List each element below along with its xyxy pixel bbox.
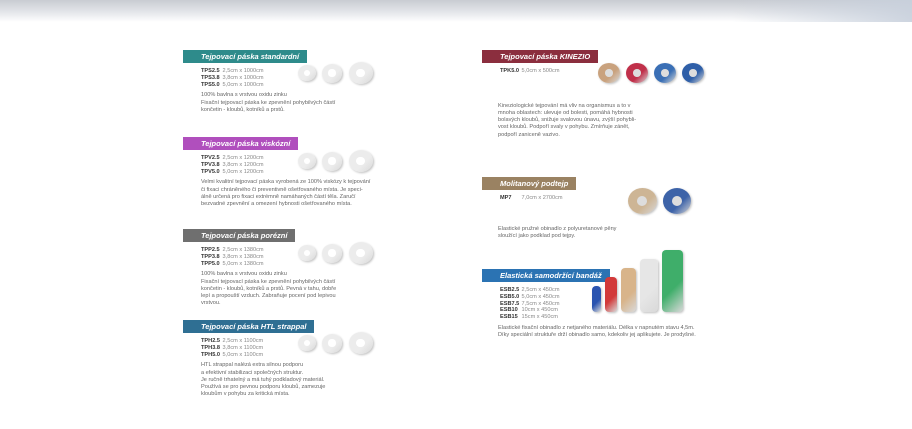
- product-description: [498, 103, 742, 139]
- tape-roll-icon: [640, 259, 658, 312]
- product-code: ESB7.5: [500, 300, 520, 307]
- description-line: Je ručně trhatelný a má tuhý podkladový materiál.: [201, 376, 325, 383]
- tape-roll-icon: [322, 334, 343, 353]
- product-size: 3,8cm x 1200cm: [221, 161, 264, 168]
- tape-roll-icon: [349, 242, 373, 264]
- tape-roll-icon: [654, 63, 676, 83]
- product-size: 2,5cm x 1100cm: [221, 338, 264, 344]
- tape-core-icon: [304, 70, 310, 76]
- description-line: Elastické fixační obinadlo z netjaného materiálu. Délka v napnutém stavu 4,5m.: [498, 324, 695, 331]
- tape-core-icon: [304, 250, 310, 256]
- product-size: 5,0cm x 1000cm: [221, 81, 264, 88]
- tape-roll-icon: [605, 277, 617, 312]
- tape-core-icon: [304, 340, 310, 346]
- product-size: 5,0cm x 1380cm: [221, 260, 264, 267]
- product-code: ESB10: [500, 307, 518, 314]
- description-line: Díky speciální struktuře drží obinadlo samo, kdekoliv jej aplikujete. Je prodyšné.: [498, 332, 696, 339]
- description-line: bezvadné zpevnění a omezení hybnosti ošetřovaného místa.: [201, 201, 352, 207]
- code-row: [201, 352, 423, 359]
- product-title: Elastická samodržící bandáž: [482, 269, 610, 282]
- product-kinezio: [482, 46, 742, 139]
- code-row: [201, 261, 423, 268]
- tape-roll-icon: [322, 152, 343, 171]
- code-row: [201, 82, 423, 89]
- description-line: vost kloubů. Podpoří svaly v pohybu. Zmírňuje zánět,: [498, 124, 630, 131]
- tape-roll-icon: [322, 64, 343, 83]
- product-size: 7,0cm x 2700cm: [520, 195, 563, 201]
- description-line: končetin - kloubů, kotníků a prstů.: [201, 106, 285, 113]
- product-size: 10cm x 450cm: [520, 307, 558, 314]
- product-foam: [482, 173, 742, 240]
- code-row: [500, 314, 782, 321]
- description-line: či fixaci chráněného či preventivně ošetřovaného místa. Je speci-: [201, 186, 363, 193]
- tape-roll-icon: [298, 245, 316, 261]
- code-list: [500, 195, 742, 202]
- product-size: 15cm x 450cm: [520, 314, 558, 321]
- code-row: [500, 195, 742, 202]
- product-code: TPH2.5: [201, 338, 220, 344]
- product-size: 2,5cm x 1380cm: [221, 247, 264, 253]
- product-code: TPP2.5: [201, 247, 220, 253]
- tape-core-icon: [637, 196, 647, 206]
- product-size: 5,0cm x 1100cm: [221, 351, 264, 358]
- product-title: Tejpovací páska HTL strappal: [183, 320, 314, 333]
- tape-core-icon: [356, 157, 364, 165]
- product-size: 3,8cm x 1380cm: [221, 253, 264, 260]
- product-code: TPS5.0: [201, 81, 220, 88]
- code-row: [500, 68, 742, 75]
- product-title: Tejpovací páska porézní: [183, 229, 295, 242]
- description-line: sloužící jako podklad pod tejpy.: [498, 233, 576, 239]
- tape-core-icon: [356, 249, 364, 257]
- description-line: 100% bavlna s vrstvou oxidu zinku: [201, 92, 287, 99]
- product-code: TPK5.0: [500, 68, 519, 74]
- product-size: 2,5cm x 1200cm: [221, 155, 264, 161]
- tape-core-icon: [356, 339, 364, 347]
- description-line: Fixační tejpovací páska ke zpevnění pohybilvých částí: [201, 278, 336, 285]
- tape-core-icon: [328, 249, 335, 256]
- product-code: TPH5.0: [201, 351, 220, 358]
- tape-roll-icon: [626, 63, 648, 83]
- tape-roll-icon: [349, 150, 373, 172]
- header-band: [0, 0, 912, 22]
- product-title: Tejpovací páska KINEZIO: [482, 50, 598, 63]
- description-line: a efektivní stabilizaci společných struktur.: [201, 369, 304, 376]
- product-htl: [183, 316, 423, 398]
- tape-core-icon: [661, 69, 669, 77]
- product-description: [498, 325, 782, 339]
- tape-roll-icon: [349, 62, 373, 84]
- product-description: [201, 271, 423, 307]
- description-line: končetin - kloubů, kotníků a prstů. Pevná v tahu, dobře: [201, 285, 337, 292]
- tape-core-icon: [605, 69, 613, 77]
- tape-core-icon: [328, 69, 335, 76]
- description-line: mnoha oblastech: ulevuje od bolesti, pomáhá hybnosti: [498, 110, 633, 116]
- product-code: TPP5.0: [201, 260, 220, 267]
- tape-roll-icon: [663, 188, 692, 214]
- product-size: 5,0cm x 500cm: [520, 68, 560, 74]
- description-line: lepí a propouští vzduch. Zabraňuje pocení pod lepivou: [201, 293, 336, 299]
- tape-core-icon: [672, 196, 682, 206]
- product-code: TPP3.8: [201, 253, 220, 260]
- description-line: 100% bavlna s vrstvou oxidu zinku: [201, 271, 287, 278]
- product-code: TPS3.8: [201, 74, 220, 81]
- code-row: [201, 169, 423, 176]
- product-description: [498, 226, 742, 240]
- tape-core-icon: [633, 69, 641, 77]
- tape-roll-icon: [298, 65, 316, 81]
- description-line: kloubům v pohybu za kritická místa.: [201, 391, 290, 398]
- product-code: TPH3.8: [201, 344, 220, 351]
- product-code: ESB15: [500, 314, 518, 321]
- tape-roll-icon: [621, 268, 636, 312]
- description-line: Elastické pružné obinadlo z polyuretanové pěny: [498, 225, 617, 232]
- product-size: 2,5cm x 450cm: [520, 287, 560, 293]
- tape-core-icon: [304, 158, 310, 164]
- product-size: 2,5cm x 1000cm: [221, 68, 264, 74]
- product-description: [201, 362, 423, 398]
- code-list: [500, 68, 742, 75]
- tape-core-icon: [689, 69, 697, 77]
- tape-roll-icon: [349, 332, 373, 354]
- product-size: 5,0cm x 450cm: [520, 293, 560, 300]
- product-title: Molitanový podtejp: [482, 177, 576, 190]
- tape-roll-icon: [592, 286, 601, 312]
- tape-roll-icon: [662, 250, 683, 312]
- product-code: ESB2.5: [500, 287, 520, 293]
- description-line: álně určená pro fixaci extrémně namáhaných částí těla. Zaručí: [201, 193, 356, 200]
- product-viscose: [183, 133, 423, 208]
- product-description: [201, 179, 423, 208]
- description-line: Používá se pro pevnou podporu kloubů, zamezuje: [201, 384, 326, 390]
- tape-roll-icon: [322, 244, 343, 263]
- product-size: 7,5cm x 450cm: [520, 300, 560, 307]
- product-code: TPV3.8: [201, 161, 220, 168]
- product-code: TPV5.0: [201, 168, 220, 175]
- tape-roll-icon: [598, 63, 620, 83]
- tape-roll-icon: [298, 153, 316, 169]
- product-code: TPV2.5: [201, 155, 220, 161]
- description-line: HTL strappal nalézá extra silnou podporu: [201, 362, 304, 369]
- product-title: Tejpovací páska viskózní: [183, 137, 298, 150]
- description-line: Velmi kvalitní tejpovací páska vyrobená ze 100% viskózy k tejpování: [201, 179, 371, 186]
- product-size: 5,0cm x 1200cm: [221, 168, 264, 175]
- description-line: podpoří zaniceně vazivo.: [498, 131, 560, 138]
- product-size: 3,8cm x 1100cm: [221, 344, 264, 351]
- description-line: Fixační tejpovací páska ke zpevnění pohybilvých částí: [201, 99, 336, 106]
- product-size: 3,8cm x 1000cm: [221, 74, 264, 81]
- tape-core-icon: [328, 339, 335, 346]
- product-code: TPS2.5: [201, 68, 220, 74]
- product-porous: [183, 225, 423, 307]
- tape-core-icon: [328, 157, 335, 164]
- product-description: [201, 92, 423, 114]
- description-line: Kineziologické tejpování má vliv na organismus a to v: [498, 102, 631, 109]
- tape-roll-icon: [628, 188, 657, 214]
- product-title: Tejpovací páska standardní: [183, 50, 307, 63]
- product-code: MP7: [500, 195, 512, 201]
- description-line: vrstvou.: [201, 300, 221, 307]
- tape-roll-icon: [298, 335, 316, 351]
- tape-roll-icon: [682, 63, 704, 83]
- tape-core-icon: [356, 69, 364, 77]
- product-code: ESB5.0: [500, 293, 520, 300]
- description-line: bolavých kloubů, snižuje svalovou únavu, zvýší pohybli-: [498, 117, 637, 124]
